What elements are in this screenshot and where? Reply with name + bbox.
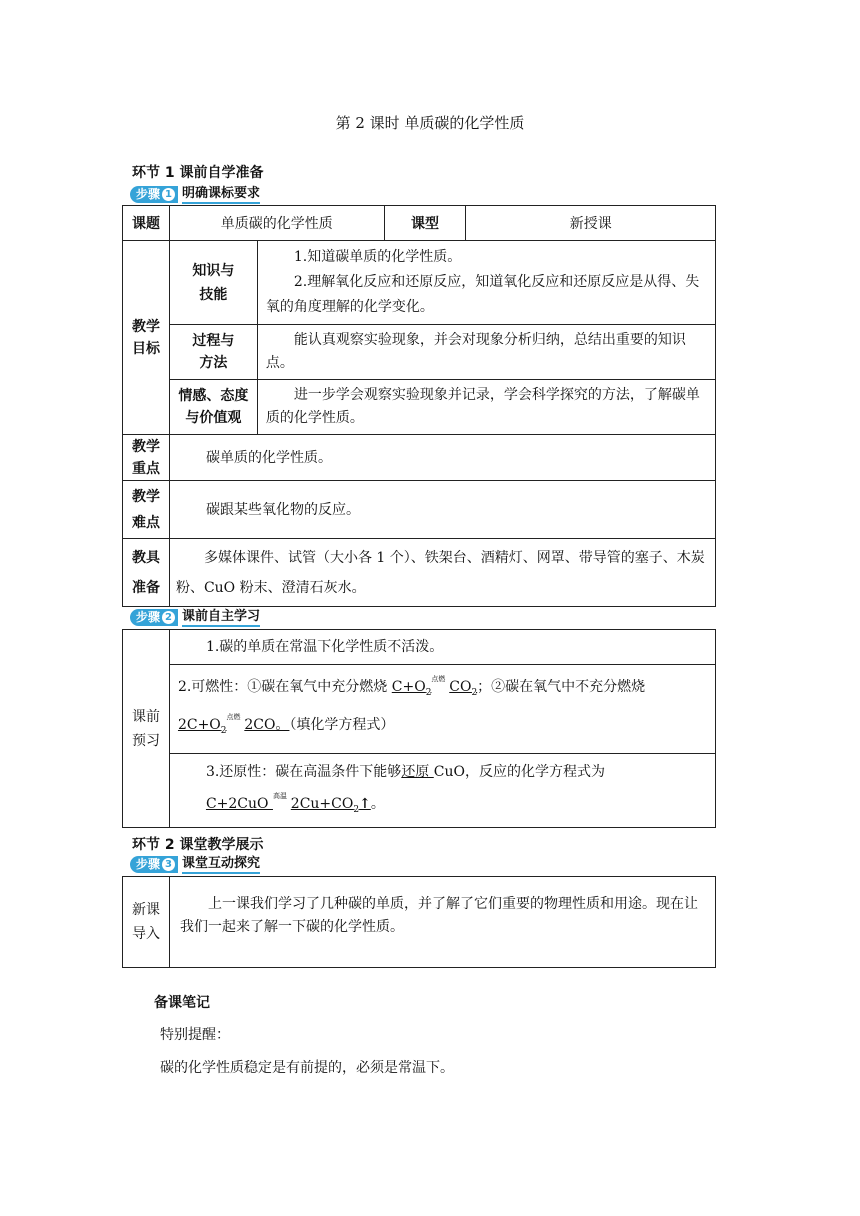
emotion-label: 情感、态度与价值观 — [169, 380, 257, 435]
reduction-text-2: CuO，反应的化学方程式为 — [433, 763, 605, 780]
step-number: 2 — [162, 611, 175, 624]
emotion-text: 进一步学会观察实验现象并记录，学会科学探究的方法，了解碳单质的化学性质。 — [257, 380, 715, 435]
step-badge-1 — [130, 186, 260, 203]
curriculum-table — [122, 205, 716, 607]
notes-heading: 备课笔记 — [154, 995, 210, 1011]
knowledge-item-2: 2.理解氧化反应和还原反应，知道氧化反应和还原反应是从得、失氧的角度理解的化学变化。 — [265, 274, 700, 315]
intro-table — [122, 876, 716, 968]
step-badge-2 — [130, 609, 260, 626]
step-label: 课堂互动探究 — [182, 856, 260, 874]
preview-item-1: 1.碳的单质在常温下化学性质不活泼。 — [169, 630, 715, 665]
type-value: 新授课 — [466, 206, 716, 241]
equation-partial-combustion: $2C+O_2$ 点燃 2CO。 — [177, 712, 290, 736]
tools-header: 教具准备 — [123, 539, 170, 607]
preview-header: 课前预习 — [123, 630, 170, 828]
reduction-text: 3.还原性：碳在高温条件下能够 — [205, 763, 402, 780]
equation-full-combustion: $C+O_2$ 点燃 $CO_2$ — [391, 675, 478, 698]
preview-item-2 — [169, 665, 715, 754]
tools-text: 多媒体课件、试管（大小各 1 个）、铁架台、酒精灯、网罩、带导管的塞子、木炭粉、CuO 粉末、澄清石灰水。 — [169, 539, 715, 607]
knowledge-cell — [257, 241, 715, 325]
combustion-text-2: ；②碳在氧气中不充分燃烧 — [477, 679, 646, 695]
step-badge-3 — [130, 856, 260, 873]
step-pill: 步骤 2 — [130, 609, 178, 626]
knowledge-item-1: 1.知道碳单质的化学性质。 — [293, 249, 462, 265]
step-pill: 步骤 1 — [130, 186, 178, 203]
step-number: 1 — [162, 188, 175, 201]
reminder-label: 特别提醒： — [160, 1027, 230, 1043]
page-title: 第 2 课时 单质碳的化学性质 — [335, 114, 525, 132]
topic-value: 单质碳的化学性质 — [169, 206, 384, 241]
step-pill: 步骤 3 — [130, 856, 178, 873]
equation-reduction: C+2CuO 高温 $2Cu+CO_2↑$ — [205, 791, 371, 815]
difficulty-text: 碳跟某些氧化物的反应。 — [169, 481, 715, 539]
difficulty-header: 教学难点 — [123, 481, 170, 539]
knowledge-label: 知识与技能 — [169, 241, 257, 325]
intro-text: 上一课我们学习了几种碳的单质，并了解了它们重要的物理性质和用途。现在让我们一起来了解一下碳的化学性质。 — [169, 877, 715, 968]
intro-header: 新课导入 — [123, 877, 170, 968]
section-heading-2: 环节 2 课堂教学展示 — [132, 837, 264, 853]
preview-item-3: 3.还原性：碳在高温条件下能够还原 CuO，反应的化学方程式为 C+2CuO 高温 $2Cu+CO_2↑$。 — [169, 753, 715, 828]
goals-header: 教学目标 — [123, 241, 170, 435]
topic-header: 课题 — [123, 206, 170, 241]
step-label: 课前自主学习 — [182, 609, 260, 627]
preview-table — [122, 629, 716, 828]
key-header: 教学重点 — [123, 435, 170, 481]
type-header: 课型 — [384, 206, 466, 241]
key-text: 碳单质的化学性质。 — [169, 435, 715, 481]
process-label: 过程与方法 — [169, 325, 257, 380]
process-text: 能认真观察实验现象，并会对现象分析归纳，总结出重要的知识点。 — [257, 325, 715, 380]
step-number: 3 — [162, 858, 175, 871]
reduction-blank: 还原 — [401, 763, 434, 780]
fill-hint: （填化学方程式） — [289, 716, 395, 733]
combustion-text: 2.可燃性：①碳在氧气中充分燃烧 — [177, 679, 392, 695]
section-heading-1: 环节 1 课前自学准备 — [132, 165, 264, 181]
step-label: 明确课标要求 — [182, 186, 260, 204]
reminder-text: 碳的化学性质稳定是有前提的，必须是常温下。 — [160, 1060, 454, 1076]
